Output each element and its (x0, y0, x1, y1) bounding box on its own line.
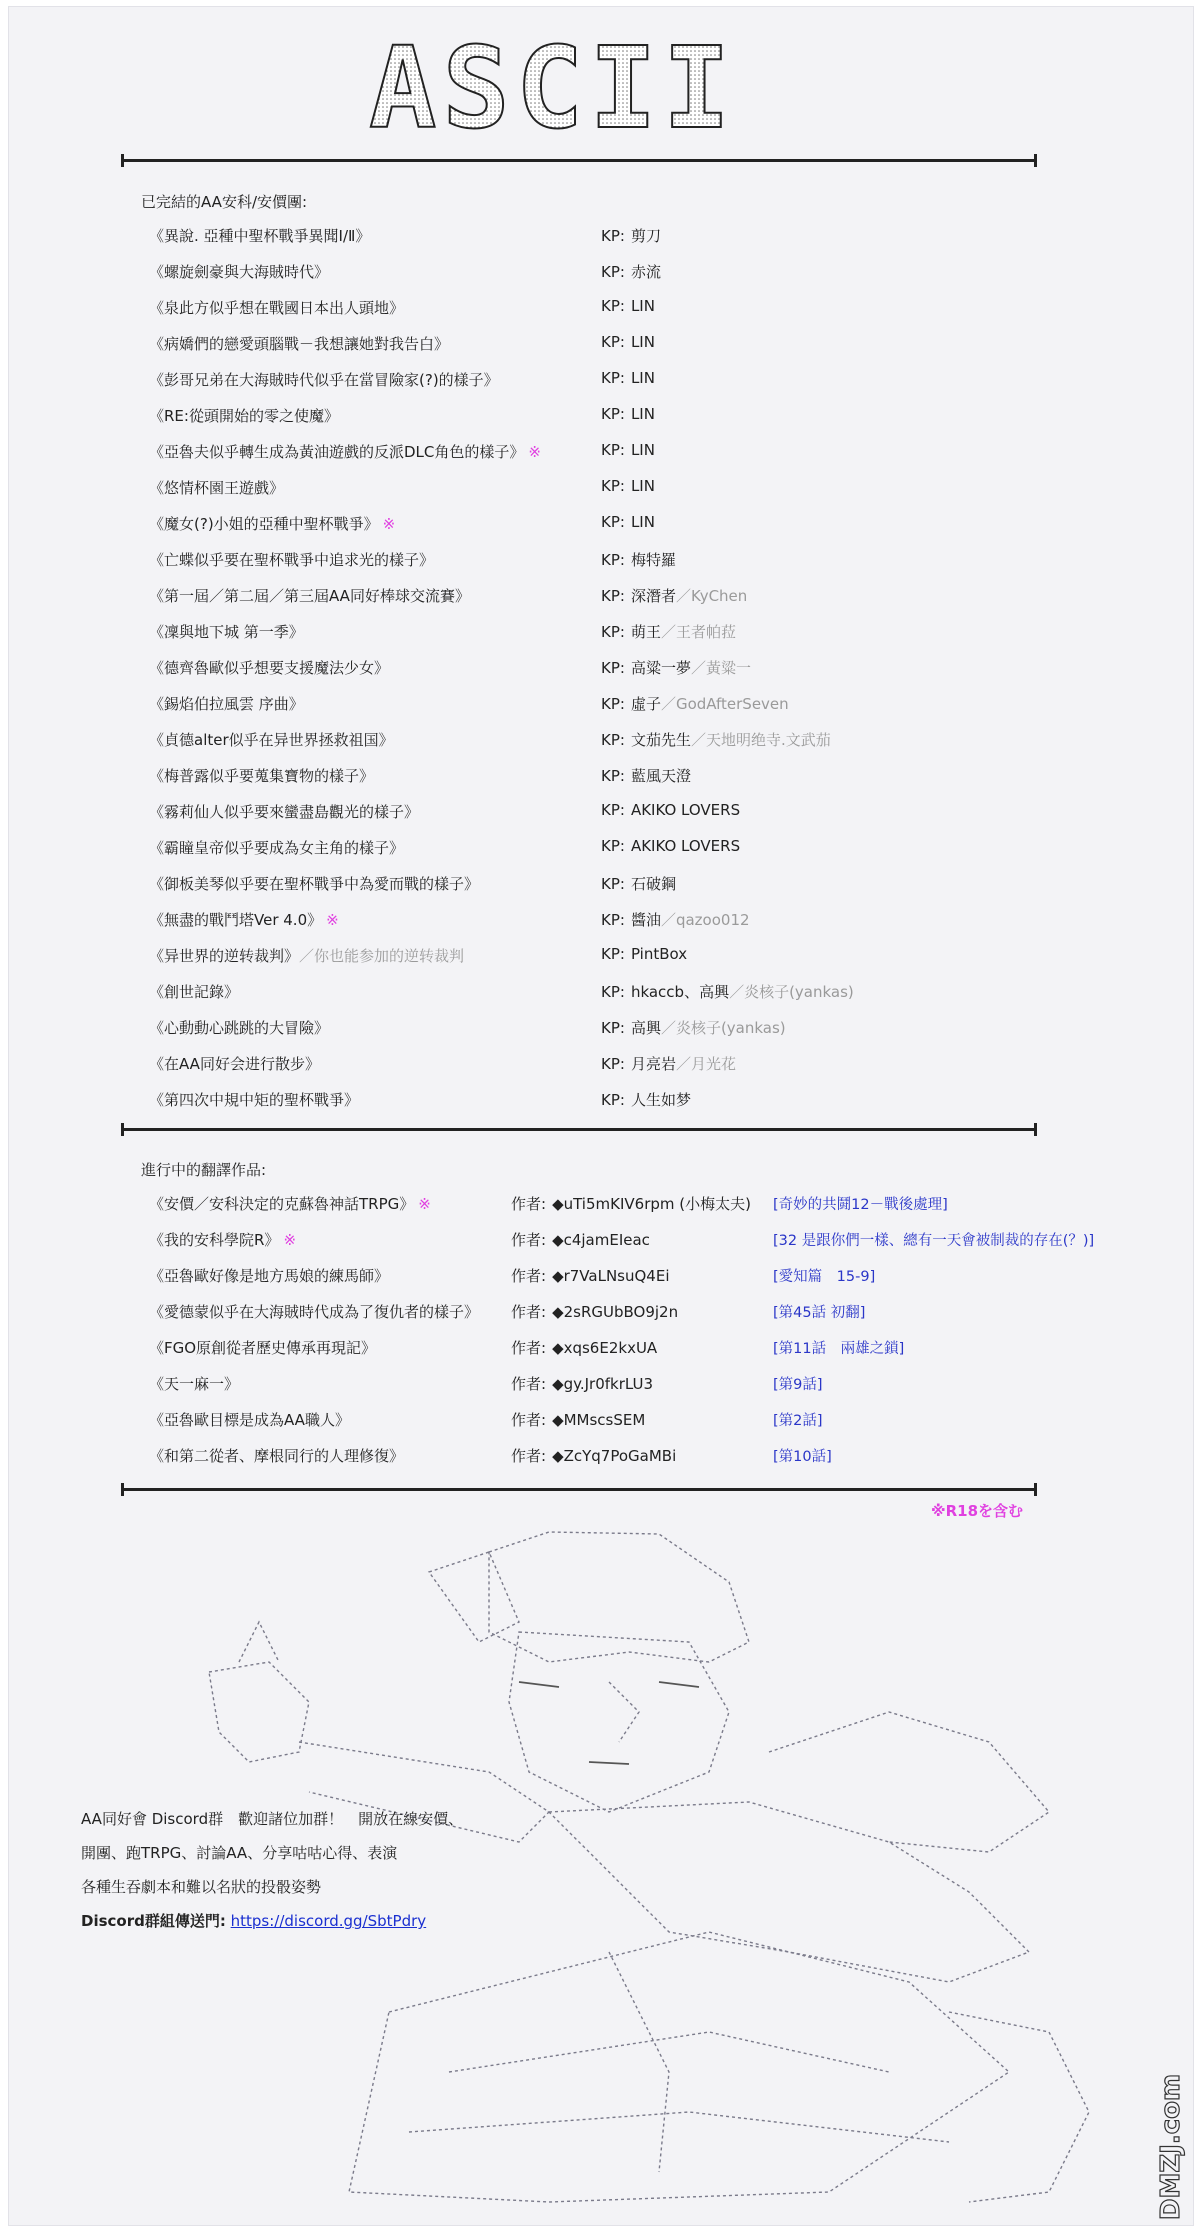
completed-item-title-group (149, 297, 404, 318)
completed-item (149, 945, 1049, 965)
kp-extra: ／月光花 (675, 1055, 736, 1073)
kp-label: KP: (601, 801, 625, 819)
r18-mark: ※ (418, 1195, 431, 1213)
ongoing-item-chapter-link[interactable]: [32 是跟你們一樣、總有一天會被制裁的存在(？)] (773, 1233, 1095, 1249)
completed-item (149, 729, 1049, 749)
ascii-title-text: ASCII (369, 37, 737, 137)
completed-item-title[interactable]: 《在AA同好会进行散步》 (149, 1055, 320, 1073)
completed-item-title[interactable]: 《彭哥兄弟在大海賊時代似乎在當冒險家(?)的樣子》 (149, 371, 499, 389)
completed-item (149, 585, 1049, 605)
completed-item-title[interactable]: 《御板美琴似乎要在聖杯戰爭中為愛而戰的樣子》 (149, 875, 480, 893)
completed-item-title-group (149, 369, 499, 390)
completed-item-title-group (149, 477, 284, 498)
completed-item-kp (601, 909, 750, 930)
ongoing-item (149, 1409, 1129, 1429)
completed-item (149, 369, 1049, 389)
completed-item-title[interactable]: 《亞魯夫似乎轉生成為黃油遊戲的反派DLC角色的樣子》 (149, 443, 525, 461)
completed-item-kp (601, 225, 661, 246)
kp-name: 高粱一夢 (630, 659, 691, 677)
ongoing-item-author (511, 1229, 650, 1250)
completed-item-kp (601, 477, 655, 495)
completed-item-title[interactable]: 《錫焰伯拉風雲 序曲》 (149, 695, 304, 713)
kp-label: KP: (601, 623, 625, 641)
kp-label: KP: (601, 659, 625, 677)
kp-extra: ／黃粱一 (690, 659, 751, 677)
completed-item (149, 657, 1049, 677)
completed-item-title-group (149, 981, 239, 1002)
completed-item-title-extra: ／你也能参加的逆转裁判 (299, 947, 465, 965)
completed-item-kp (601, 549, 676, 570)
completed-item-title[interactable]: 《貞德alter似乎在异世界拯救祖国》 (149, 731, 394, 749)
kp-name: PintBox (630, 945, 688, 963)
author-label: 作者: (511, 1267, 547, 1285)
completed-item-title[interactable]: 《第一屆／第二屆／第三屆AA同好棒球交流賽》 (149, 587, 470, 605)
completed-item (149, 621, 1049, 641)
author-name: ◆r7VaLNsuQ4Ei (552, 1267, 670, 1285)
kp-name: LIN (630, 333, 655, 351)
ongoing-item-chapter-link[interactable]: [奇妙的共鬪12－戰後處理] (773, 1197, 948, 1213)
completed-item-kp (601, 513, 655, 531)
ongoing-item (149, 1337, 1129, 1357)
completed-item-title-group (149, 801, 419, 822)
kp-label: KP: (601, 405, 625, 423)
author-label: 作者: (511, 1195, 547, 1213)
kp-label: KP: (601, 297, 625, 315)
completed-item-title[interactable]: 《异世界的逆转裁判》 (149, 947, 300, 965)
completed-item (149, 297, 1049, 317)
discord-line-3: 各種生吞劇本和難以名狀的投骰姿勢 (81, 1878, 322, 1896)
ongoing-item-author (511, 1373, 653, 1394)
completed-item (149, 1017, 1049, 1037)
completed-item (149, 405, 1049, 425)
author-label: 作者: (511, 1231, 547, 1249)
ongoing-item-title[interactable]: 《和第二從者、摩根同行的人理修復》 (149, 1447, 405, 1465)
completed-item-kp (601, 405, 655, 423)
kp-label: KP: (601, 911, 625, 929)
r18-mark: ※ (283, 1231, 297, 1249)
author-name: ◆gy.Jr0fkrLU3 (552, 1375, 654, 1393)
kp-label: KP: (601, 983, 625, 1001)
kp-extra: ／KyChen (675, 587, 748, 605)
kp-label: KP: (601, 513, 625, 531)
completed-item-title[interactable]: 《創世記錄》 (149, 983, 240, 1001)
completed-heading: 已完結的AA安科/安價團: (141, 193, 308, 211)
kp-name: LIN (630, 369, 655, 387)
ongoing-heading: 進行中的翻譯作品: (141, 1161, 267, 1179)
completed-item-title[interactable]: 《梅普露似乎要蒐集寶物的樣子》 (149, 767, 375, 785)
ongoing-item-title[interactable]: 《我的安科學院R》 (149, 1231, 280, 1249)
kp-label: KP: (601, 441, 625, 459)
kp-label: KP: (601, 695, 625, 713)
completed-item-title[interactable]: 《異說. 亞種中聖杯戰爭異聞Ⅰ/Ⅱ》 (149, 227, 371, 245)
ongoing-item-title-group (149, 1409, 350, 1430)
kp-label: KP: (601, 263, 625, 281)
kp-name: AKIKO LOVERS (630, 801, 741, 819)
author-label: 作者: (511, 1411, 547, 1429)
divider-top (121, 159, 1037, 162)
kp-name: 文茄先生 (630, 731, 691, 749)
kp-name: 梅特羅 (630, 551, 676, 569)
kp-label: KP: (601, 333, 625, 351)
kp-label: KP: (601, 1091, 625, 1109)
kp-extra: ／天地明绝寺.文武茄 (690, 731, 831, 749)
ongoing-item-chapter-link[interactable]: [第2話] (773, 1413, 823, 1429)
page (8, 6, 1194, 2226)
ongoing-item-title-group (149, 1301, 479, 1322)
ongoing-item-title[interactable]: 《FGO原創從者歷史傳承再現記》 (149, 1339, 377, 1357)
kp-name: 醬油 (630, 911, 661, 929)
kp-label: KP: (601, 945, 625, 963)
ongoing-item-title-group (149, 1193, 431, 1214)
ongoing-item-chapter-link[interactable]: [第9話] (773, 1377, 823, 1393)
completed-item-kp (601, 297, 655, 315)
completed-item-kp (601, 873, 676, 894)
ongoing-item-title-group (149, 1229, 296, 1250)
completed-item-title[interactable]: 《第四次中規中矩的聖杯戰爭》 (149, 1091, 360, 1109)
completed-item-title-group (149, 441, 541, 462)
ongoing-item-chapter-link[interactable]: [第11話 兩雄之鎖] (773, 1341, 905, 1357)
ongoing-item-title[interactable]: 《亞魯歐目標是成為AA職人》 (149, 1411, 350, 1429)
kp-name: LIN (630, 297, 655, 315)
ongoing-item-author (511, 1337, 657, 1358)
kp-name: 高興 (630, 1019, 661, 1037)
completed-item-title[interactable]: 《心動動心跳跳的大冒險》 (149, 1019, 330, 1037)
completed-item (149, 909, 1049, 929)
completed-item-kp (601, 261, 661, 282)
ongoing-item-chapter-link[interactable]: [愛知篇 15-9] (773, 1269, 876, 1285)
completed-item (149, 801, 1049, 821)
ongoing-item (149, 1193, 1129, 1213)
kp-label: KP: (601, 227, 625, 245)
ongoing-item-title-group (149, 1337, 376, 1358)
ongoing-item-author (511, 1301, 678, 1322)
divider-bottom (121, 1488, 1037, 1491)
ongoing-item-title[interactable]: 《愛德蒙似乎在大海賊時代成為了復仇者的樣子》 (149, 1303, 480, 1321)
kp-label: KP: (601, 1019, 625, 1037)
completed-item-kp (601, 657, 751, 678)
author-label: 作者: (511, 1339, 547, 1357)
ongoing-item-author (511, 1265, 670, 1286)
discord-link[interactable]: https://discord.gg/SbtPdry (230, 1912, 427, 1930)
completed-item (149, 1053, 1049, 1073)
watermark-text: DMZJ.com (1159, 2073, 1186, 2221)
completed-item-kp (601, 945, 687, 963)
kp-name: 萌王 (630, 623, 661, 641)
completed-item-title-group (149, 1053, 320, 1074)
completed-item-title-group (149, 765, 374, 786)
ongoing-item-author (511, 1409, 645, 1430)
kp-label: KP: (601, 369, 625, 387)
completed-item-kp (601, 441, 655, 459)
kp-extra: ／王者帕菈 (660, 623, 736, 641)
kp-name: LIN (630, 405, 655, 423)
kp-label: KP: (601, 1055, 625, 1073)
kp-name: 深潛者 (630, 587, 676, 605)
discord-link-row (81, 1904, 463, 1938)
completed-item-title[interactable]: 《泉此方似乎想在戰國日本出人頭地》 (149, 299, 405, 317)
completed-item (149, 1089, 1049, 1109)
kp-name: LIN (630, 477, 655, 495)
completed-item-title[interactable]: 《悠情杯園王遊戲》 (149, 479, 285, 497)
kp-name: 赤流 (630, 263, 661, 281)
kp-label: KP: (601, 767, 625, 785)
ongoing-item (149, 1229, 1129, 1249)
completed-item-title-group (149, 1017, 329, 1038)
completed-item-title-group (149, 657, 389, 678)
divider-middle (121, 1128, 1037, 1131)
kp-name: hkaccb、高興 (630, 983, 730, 1001)
completed-item-title[interactable]: 《凜與地下城 第一季》 (149, 623, 304, 641)
completed-item-title[interactable]: 《魔女(?)小姐的亞種中聖杯戰爭》 (149, 515, 379, 533)
completed-item-kp (601, 621, 736, 642)
completed-item-kp (601, 729, 831, 750)
discord-link-label: Discord群組傳送門: (81, 1912, 226, 1930)
completed-item-kp (601, 1089, 691, 1110)
completed-item-kp (601, 585, 747, 606)
r18-mark: ※ (528, 443, 541, 461)
kp-name: 月亮岩 (630, 1055, 676, 1073)
author-label: 作者: (511, 1375, 547, 1393)
ascii-title (369, 37, 769, 137)
kp-name: 石破鋼 (630, 875, 676, 893)
completed-item-title[interactable]: 《RE:從頭開始的零之使魔》 (149, 407, 339, 425)
completed-item-kp (601, 801, 740, 819)
ongoing-item-chapter-link[interactable]: [第10話] (773, 1449, 832, 1465)
completed-item (149, 477, 1049, 497)
author-name: ◆MMscsSEM (552, 1411, 646, 1429)
completed-item-kp (601, 1017, 786, 1038)
ongoing-item-author (511, 1445, 676, 1466)
r18-mark: ※ (382, 515, 396, 533)
kp-name: 藍風天澄 (630, 767, 691, 785)
author-name: ◆xqs6E2kxUA (552, 1339, 658, 1357)
completed-item (149, 549, 1049, 569)
completed-item-kp (601, 837, 740, 855)
discord-line-2: 開團、跑TRPG、討論AA、分享咕咕心得、表演 (81, 1844, 398, 1862)
discord-line-1: AA同好會 Discord群 歡迎諸位加群！ 開放在線安價、 (81, 1810, 464, 1828)
ongoing-item-chapter-link[interactable]: [第45話 初翻] (773, 1305, 866, 1321)
kp-name: LIN (630, 513, 655, 531)
completed-item (149, 981, 1049, 1001)
completed-item-title-group (149, 549, 434, 570)
kp-name: LIN (630, 441, 655, 459)
kp-extra: ／炎核子(yankas) (729, 983, 854, 1001)
ongoing-item (149, 1265, 1129, 1285)
author-label: 作者: (511, 1303, 547, 1321)
completed-item-title[interactable]: 《霸瞳皇帝似乎要成為女主角的樣子》 (149, 839, 405, 857)
r18-mark: ※ (326, 911, 339, 929)
kp-label: KP: (601, 837, 625, 855)
ongoing-item-title[interactable]: 《亞魯歐好像是地方馬娘的練馬師》 (149, 1267, 390, 1285)
completed-item-title-group (149, 945, 464, 966)
author-name: ◆uTi5mKIV6rpm (小梅太夫) (552, 1195, 751, 1213)
kp-extra: ／炎核子(yankas) (660, 1019, 786, 1037)
completed-item-title-group (149, 1089, 359, 1110)
completed-item-kp (601, 765, 691, 786)
completed-item (149, 333, 1049, 353)
completed-item-kp (601, 981, 854, 1002)
completed-item-kp (601, 369, 655, 387)
completed-item-title-group (149, 693, 304, 714)
completed-item-title-group (149, 729, 394, 750)
ongoing-item (149, 1373, 1129, 1393)
completed-item (149, 873, 1049, 893)
completed-item-title[interactable]: 《螺旋劍豪與大海賊時代》 (149, 263, 330, 281)
ongoing-item-title-group (149, 1373, 239, 1394)
ongoing-item (149, 1445, 1129, 1465)
kp-label: KP: (601, 477, 625, 495)
completed-item-title[interactable]: 《亡蝶似乎要在聖杯戰爭中追求光的樣子》 (149, 551, 435, 569)
ongoing-item (149, 1301, 1129, 1321)
completed-item (149, 225, 1049, 245)
kp-name: AKIKO LOVERS (630, 837, 741, 855)
completed-item-title[interactable]: 《德齊魯歐似乎想要支援魔法少女》 (149, 659, 390, 677)
completed-item-kp (601, 333, 655, 351)
kp-extra: ／GodAfterSeven (660, 695, 789, 713)
author-name: ◆c4jamEIeac (552, 1231, 650, 1249)
completed-item-kp (601, 1053, 736, 1074)
completed-item (149, 261, 1049, 281)
completed-item (149, 441, 1049, 461)
completed-item-title[interactable]: 《霧莉仙人似乎要來蠻盡島觀光的樣子》 (149, 803, 420, 821)
kp-name: 人生如梦 (630, 1091, 691, 1109)
author-name: ◆ZcYq7PoGaMBi (552, 1447, 677, 1465)
completed-item-title-group (149, 225, 370, 246)
completed-item-title[interactable]: 《無盡的戰鬥塔Ver 4.0》 (149, 911, 323, 929)
completed-item (149, 513, 1049, 533)
completed-item-title-group (149, 873, 479, 894)
kp-name: 虛子 (630, 695, 661, 713)
dmzj-watermark (1159, 2067, 1199, 2227)
completed-item (149, 765, 1049, 785)
completed-item-title-group (149, 585, 470, 606)
completed-item-title-group (149, 621, 304, 642)
r18-note: ※R18を含む (931, 1502, 1024, 1520)
completed-item-title-group (149, 405, 339, 426)
ongoing-item-title-group (149, 1265, 389, 1286)
discord-info (81, 1802, 463, 1938)
ongoing-item-author (511, 1193, 751, 1214)
kp-label: KP: (601, 875, 625, 893)
completed-item-title[interactable]: 《病嬌們的戀愛頭腦戰－我想讓她對我告白》 (149, 335, 450, 353)
author-label: 作者: (511, 1447, 547, 1465)
kp-label: KP: (601, 587, 625, 605)
completed-item-title-group (149, 333, 449, 354)
ongoing-item-title[interactable]: 《天一麻一》 (149, 1375, 240, 1393)
completed-item-title-group (149, 513, 395, 534)
completed-item (149, 693, 1049, 713)
ongoing-item-title-group (149, 1445, 404, 1466)
kp-name: 剪刀 (630, 227, 661, 245)
ongoing-item-title[interactable]: 《安價／安科決定的克蘇魯神話TRPG》 (149, 1195, 415, 1213)
completed-item-title-group (149, 837, 404, 858)
completed-item-kp (601, 693, 789, 714)
kp-extra: ／qazoo012 (660, 911, 750, 929)
kp-label: KP: (601, 551, 625, 569)
kp-label: KP: (601, 731, 625, 749)
completed-item-title-group (149, 909, 339, 930)
completed-item-title-group (149, 261, 329, 282)
completed-item (149, 837, 1049, 857)
author-name: ◆2sRGUbBO9j2n (552, 1303, 679, 1321)
